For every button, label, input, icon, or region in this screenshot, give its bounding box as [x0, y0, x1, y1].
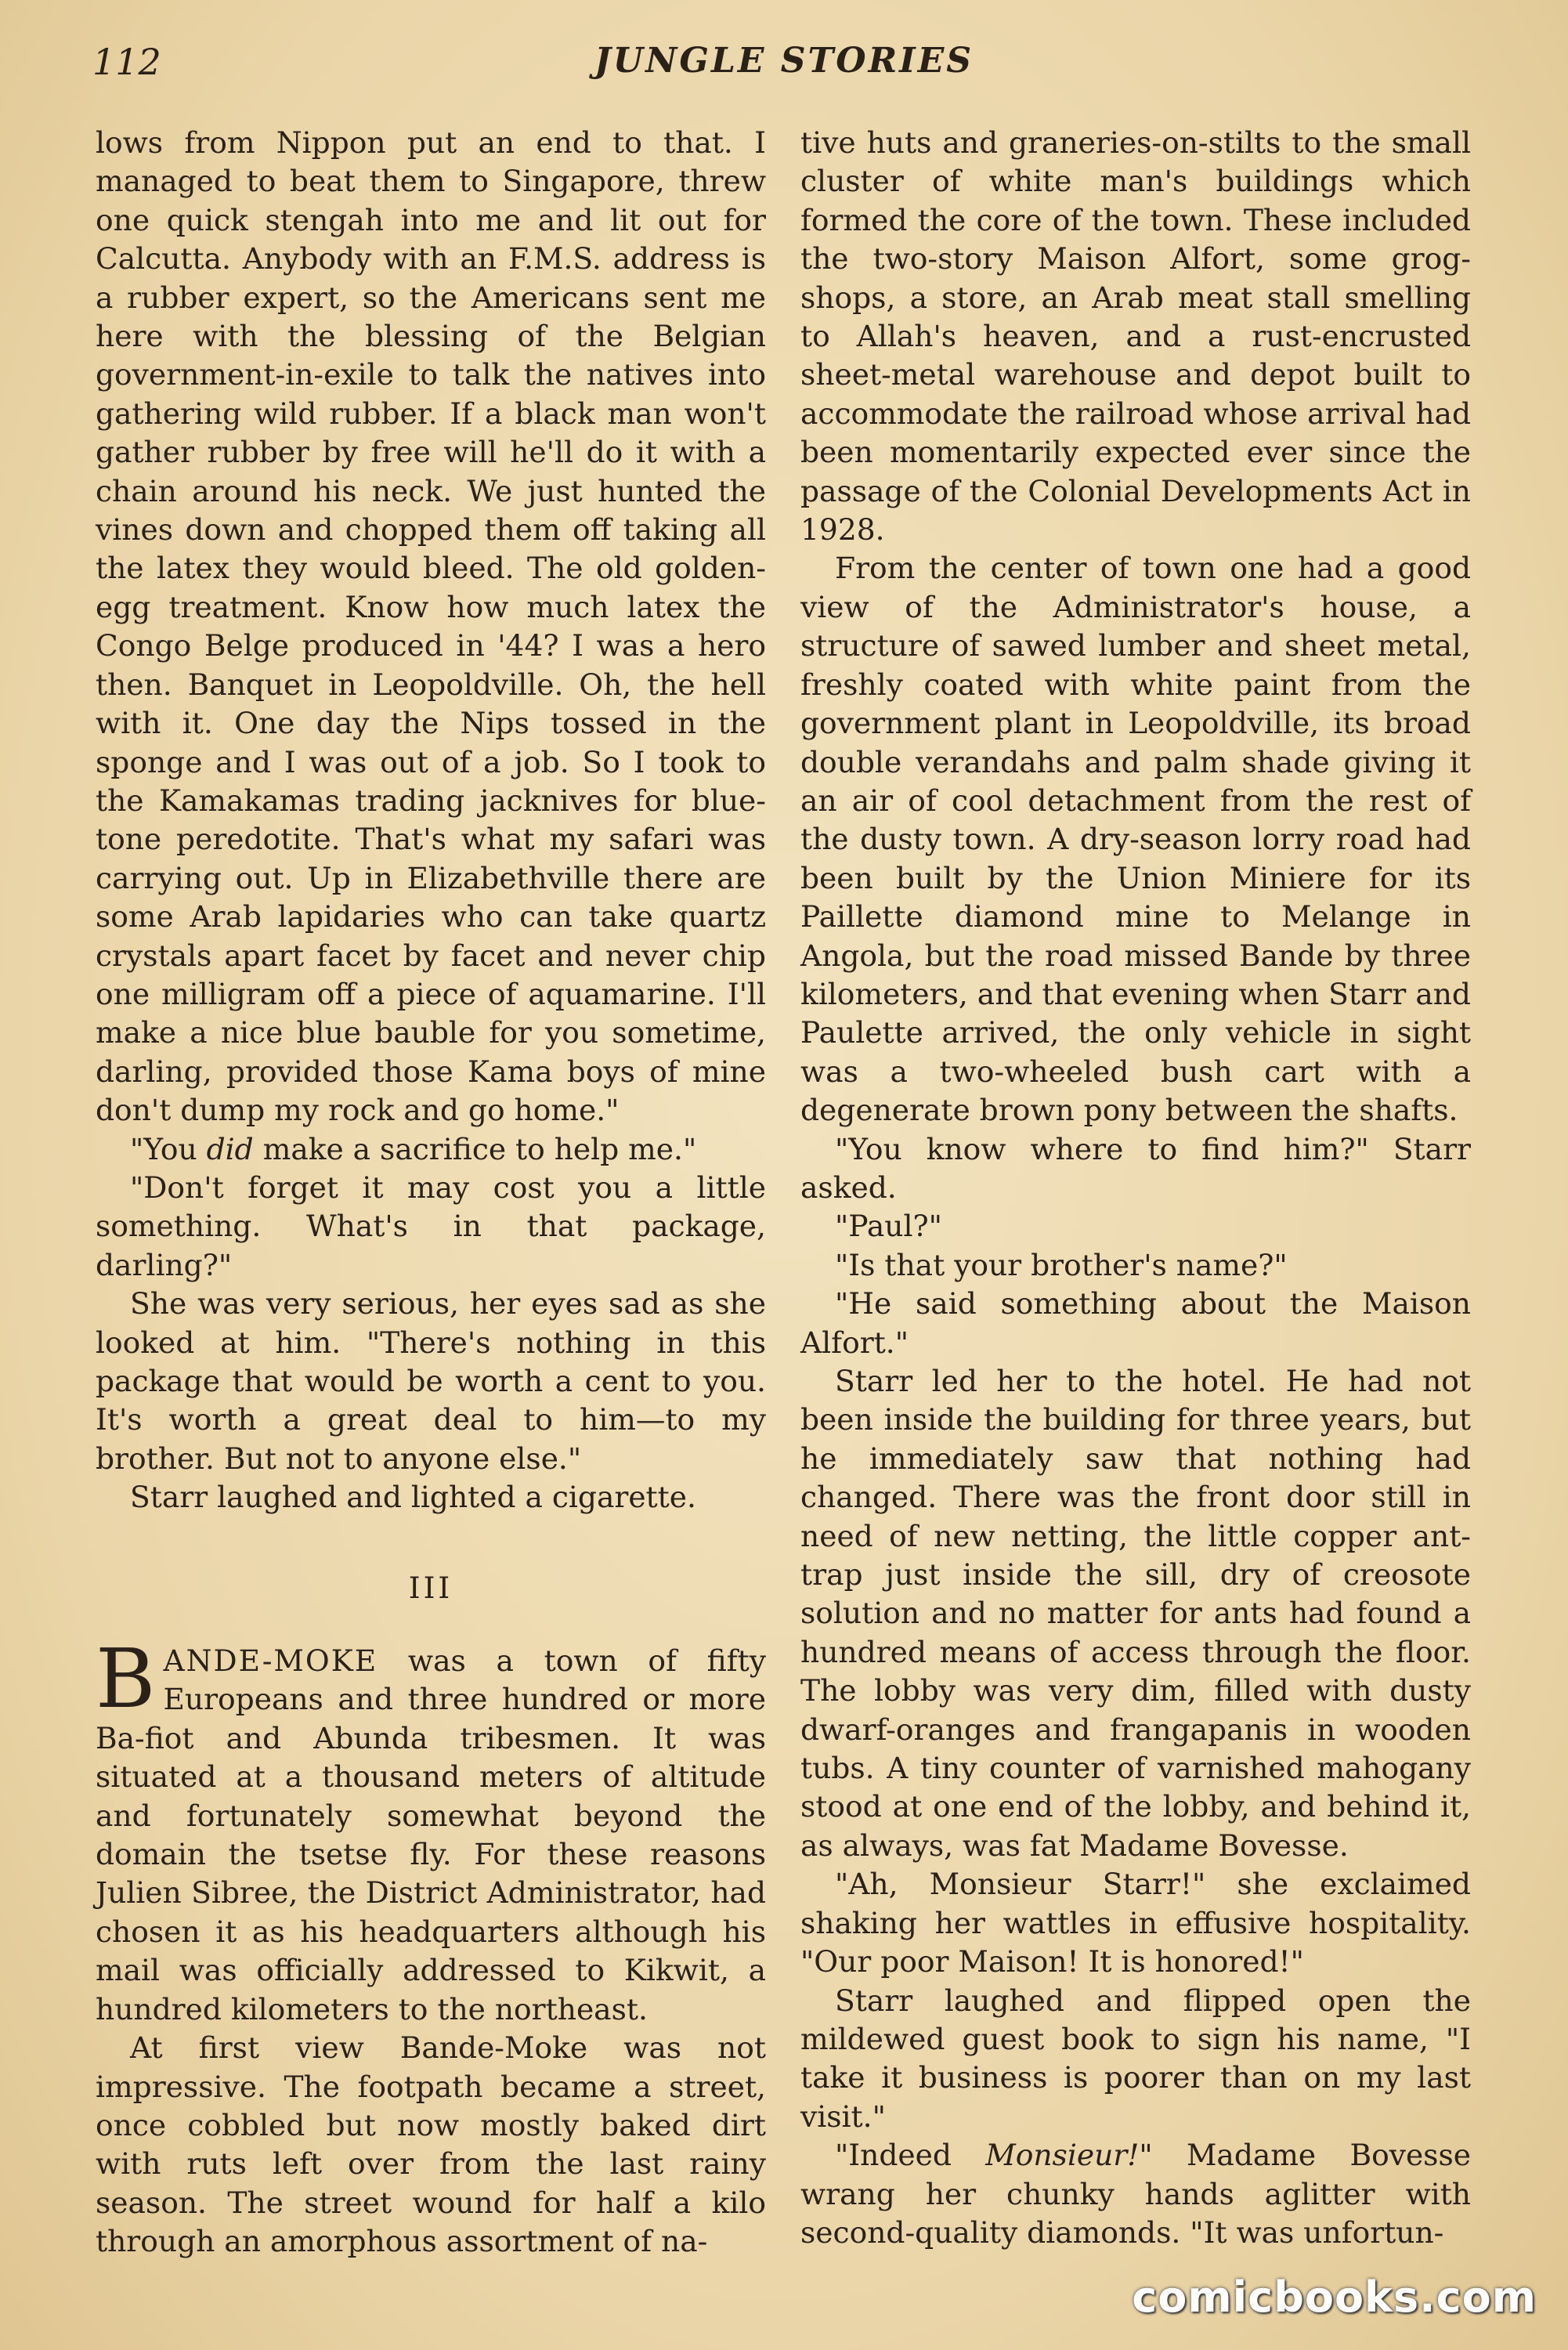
- right-column: [800, 124, 1471, 2252]
- small-caps-text: ANDE-MOKE: [163, 1643, 378, 1679]
- paragraph: "Don't forget it may cost you a little something. What's in that package, darling?": [96, 1170, 766, 1282]
- text-run: " Madame Bovesse wrang her chunky hands aglitter with second-quality diamonds. "It was unfortun-: [800, 2138, 1471, 2250]
- text-run: was a town of fifty Europeans and three hundred or more Ba-fiot and Abunda tribesmen. It was situated at a thousand meters of altitude and fortunately somewhat beyond the domain the tsetse fly. For these reasons Julien Sibree, the District Administrator, had chosen it as his headquarters although his mail was officially addressed to Kikwit, a hundred kilometers to the northeast.: [96, 1643, 766, 2026]
- watermark-logo: comicbooks.com: [1132, 2272, 1537, 2322]
- paragraph: "He said something about the Maison Alfort.": [800, 1286, 1471, 1360]
- paragraph: Starr led her to the hotel. He had not been inside the building for three years, but he immediately saw that nothing had changed. There was the front door still in need of new netting, the little copper ant-trap just inside the sill, dry of creosote solution and no matter for ants had found a hundred means of access through the floor. The lobby was very dim, filled with dusty dwarf-oranges and frangapanis in wooden tubs. A tiny counter of varnished mahogany stood at one end of the lobby, and behind it, as always, was fat Madame Bovesse.: [800, 1364, 1471, 1863]
- paragraph: "Ah, Monsieur Starr!" she exclaimed shaking her wattles in effusive hospitality. "Our poor Maison! It is honored!": [800, 1867, 1471, 1979]
- paragraph: lows from Nippon put an end to that. I managed to beat them to Singapore, threw one quick stengah into me and lit out for Calcutta. Anybody with an F.M.S. address is a rubber expert, so the Americans sent me here with the blessing of the Belgian government-in-exile to talk the natives into gathering wild rubber. If a black man won't gather rubber by free will he'll do it with a chain around his neck. We just hunted the vines down and chopped them off taking all the latex they would bleed. The old golden-egg treatment. Know how much latex the Congo Belge produced in '44? I was a hero then. Banquet in Leopoldville. Oh, the hell with it. One day the Nips tossed in the sponge and I was out of a job. So I took to the Kamakamas trading jacknives for blue-tone peredotite. That's what my safari was carrying out. Up in Elizabethville there are some Arab lapidaries who can take quartz crystals apart facet by facet and never chip one milligram off a piece of aquamarine. I'll make a nice blue bauble for you sometime, darling, provided those Kama boys of mine don't dump my rock and go home.": [96, 125, 766, 1128]
- paragraph: She was very serious, her eyes sad as she looked at him. "There's nothing in this package that would be worth a cent to you. It's worth a great deal to him—to my brother. But not to anyone else.": [96, 1286, 766, 1476]
- text-run: "You: [130, 1131, 207, 1166]
- paragraph: "Is that your brother's name?": [835, 1247, 1288, 1282]
- running-head: JUNGLE STORIES: [594, 41, 974, 81]
- text-run: "Indeed: [835, 2138, 986, 2173]
- text-run: make a sacrifice to help me.": [253, 1131, 697, 1166]
- paragraph: "You know where to find him?" Starr asked.: [800, 1131, 1471, 1205]
- section-heading: III: [408, 1570, 453, 1605]
- left-column: [96, 124, 766, 2261]
- paragraph: [96, 1631, 766, 2029]
- paragraph: "Paul?": [835, 1209, 942, 1244]
- page-number: 112: [92, 41, 161, 83]
- paragraph: From the center of town one had a good view of the Administrator's house, a structure of sawed lumber and sheet metal, freshly coated with white paint from the government plant in Leopoldville, its broad double verandahs and palm shade giving it an air of cool detachment from the rest of the dusty town. A dry-season lorry road had been built by the Union Miniere for its Paillette diamond mine to Melange in Angola, but the road missed Bande by three kilometers, and that evening when Starr and Paulette arrived, the only vehicle in sight was a two-wheeled bush cart with a degenerate brown pony between the shafts.: [800, 551, 1471, 1128]
- paragraph: [96, 1130, 766, 1169]
- paragraph: Starr laughed and lighted a cigarette.: [130, 1480, 696, 1515]
- paragraph: [800, 2136, 1471, 2252]
- drop-cap: B: [96, 1631, 156, 1727]
- paragraph: tive huts and graneries-on-stilts to the small cluster of white man's buildings which formed the core of the town. These included the two-story Maison Alfort, some grog-shops, a store, an Arab meat stall smelling to Allah's heaven, and a rust-encrusted sheet-metal warehouse and depot built to accommodate the railroad whose arrival had been momentarily expected ever since the passage of the Colonial Developments Act in 1928.: [800, 125, 1471, 548]
- paragraph: At first view Bande-Moke was not impressive. The footpath became a street, once cobbled but now mostly baked dirt with ruts left over from the last rainy season. The street wound for half a kilo through an amorphous assortment of na-: [96, 2030, 766, 2259]
- paragraph: Starr laughed and flipped open the mildewed guest book to sign his name, "I take it business is poorer than on my last visit.": [800, 1983, 1471, 2134]
- italic-text: Monsieur!: [985, 2138, 1140, 2173]
- page-header: [92, 41, 1476, 96]
- italic-text: did: [206, 1131, 254, 1166]
